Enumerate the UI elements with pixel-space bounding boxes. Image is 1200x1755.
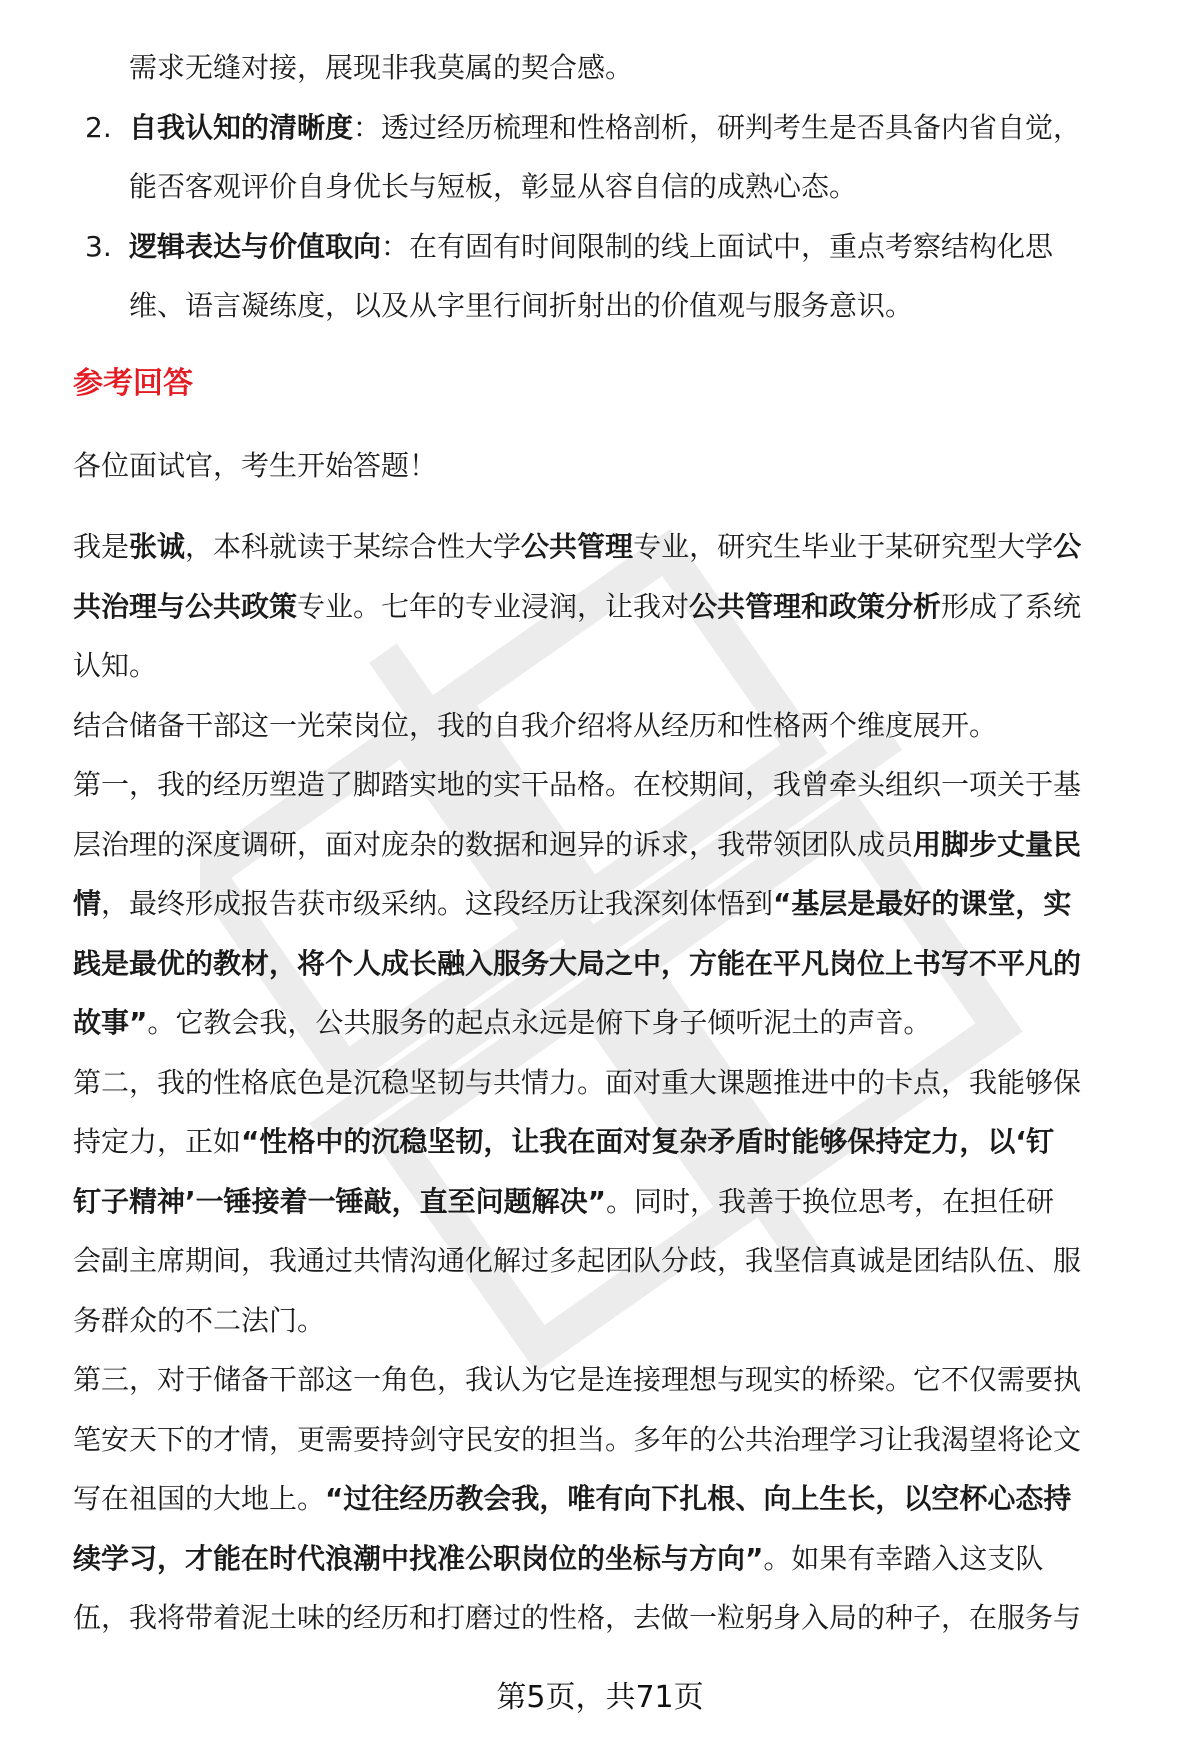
paragraph-intro-line-2: 共治理与公共政策专业。七年的专业浸润，让我对公共管理和政策分析形成了系统 — [73, 589, 1082, 623]
list-number: 2. — [85, 110, 112, 144]
paragraph-first-line-4: 践是最优的教材，将个人成长融入服务大局之中，方能在平凡岗位上书写不平凡的 — [73, 946, 1082, 980]
paragraph-third-line-1: 第三，对于储备干部这一角色，我认为它是连接理想与现实的桥梁。它不仅需要执 — [73, 1363, 1082, 1396]
paragraph-third-line-3: 写在祖国的大地上。“过往经历教会我，唯有向下扎根、向上生长，以空杯心态持 — [73, 1482, 1072, 1515]
paragraph-first-line-1: 第一，我的经历塑造了脚踏实地的实干品格。在校期间，我曾牵头组织一项关于基 — [73, 768, 1082, 801]
paragraph-second-line-2: 持定力，正如“性格中的沉稳坚韧，让我在面对复杂矛盾时能够保持定力，以‘钉 — [73, 1125, 1055, 1158]
paragraph-first-line-5: 故事”。它教会我，公共服务的起点永远是俯下身子倾听泥土的声音。 — [73, 1006, 932, 1039]
paragraph-intro-line-3: 认知。 — [73, 649, 158, 682]
section-heading: 参考回答 — [73, 365, 193, 401]
criteria-item-2-line-2: 能否客观评价自身优长与短板，彰显从容自信的成熟心态。 — [129, 170, 858, 203]
paragraph-third-line-4: 续学习，才能在时代浪潮中找准公职岗位的坐标与方向”。如果有幸踏入这支队 — [73, 1541, 1044, 1575]
criteria-item-3: 3. 逻辑表达与价值取向：在有固有时间限制的线上面试中，重点考察结构化思 — [73, 217, 1145, 277]
paragraph-first-line-2: 层治理的深度调研，面对庞杂的数据和迥异的诉求，我带领团队成员用脚步丈量民 — [73, 827, 1082, 861]
criteria-continuation: 需求无缝对接，展现非我莫属的契合感。 — [129, 51, 634, 84]
paragraph-third-line-2: 笔安天下的才情，更需要持剑守民安的担当。多年的公共治理学习让我渴望将论文 — [73, 1422, 1082, 1456]
paragraph-third-line-5: 伍，我将带着泥土味的经历和打磨过的性格，去做一粒躬身入局的种子，在服务与 — [73, 1601, 1082, 1634]
criteria-title: 自我认知的清晰度 — [129, 110, 354, 144]
paragraph-second-line-5: 务群众的不二法门。 — [73, 1303, 326, 1337]
criteria-item-2: 2. 自我认知的清晰度：透过经历梳理和性格剖析，研判考生是否具备内省自觉， — [73, 98, 1145, 158]
criteria-title: 逻辑表达与价值取向 — [129, 229, 382, 263]
page-number: 第5页，共71页 — [496, 1680, 704, 1715]
paragraph-overview: 结合储备干部这一光荣岗位，我的自我介绍将从经历和性格两个维度展开。 — [73, 708, 998, 742]
greeting: 各位面试官，考生开始答题！ — [73, 448, 438, 482]
paragraph-first-line-3: 情，最终形成报告获市级采纳。这段经历让我深刻体悟到“基层是最好的课堂，实 — [73, 887, 1072, 920]
criteria-item-3-line-2: 维、语言凝练度，以及从字里行间折射出的价值观与服务意识。 — [129, 289, 914, 322]
paragraph-second-line-3: 钉子精神’一锤接着一锤敲，直至问题解决”。同时，我善于换位思考，在担任研 — [73, 1184, 1055, 1218]
list-number: 3. — [85, 229, 112, 263]
document-content — [73, 38, 1145, 1648]
paragraph-second-line-4: 会副主席期间，我通过共情沟通化解过多起团队分歧，我坚信真诚是团结队伍、服 — [73, 1244, 1082, 1277]
paragraph-intro-line-1: 我是张诚，本科就读于某综合性大学公共管理专业，研究生毕业于某研究型大学公 — [73, 530, 1082, 563]
paragraph-second-line-1: 第二，我的性格底色是沉稳坚韧与共情力。面对重大课题推进中的卡点，我能够保 — [73, 1065, 1082, 1099]
